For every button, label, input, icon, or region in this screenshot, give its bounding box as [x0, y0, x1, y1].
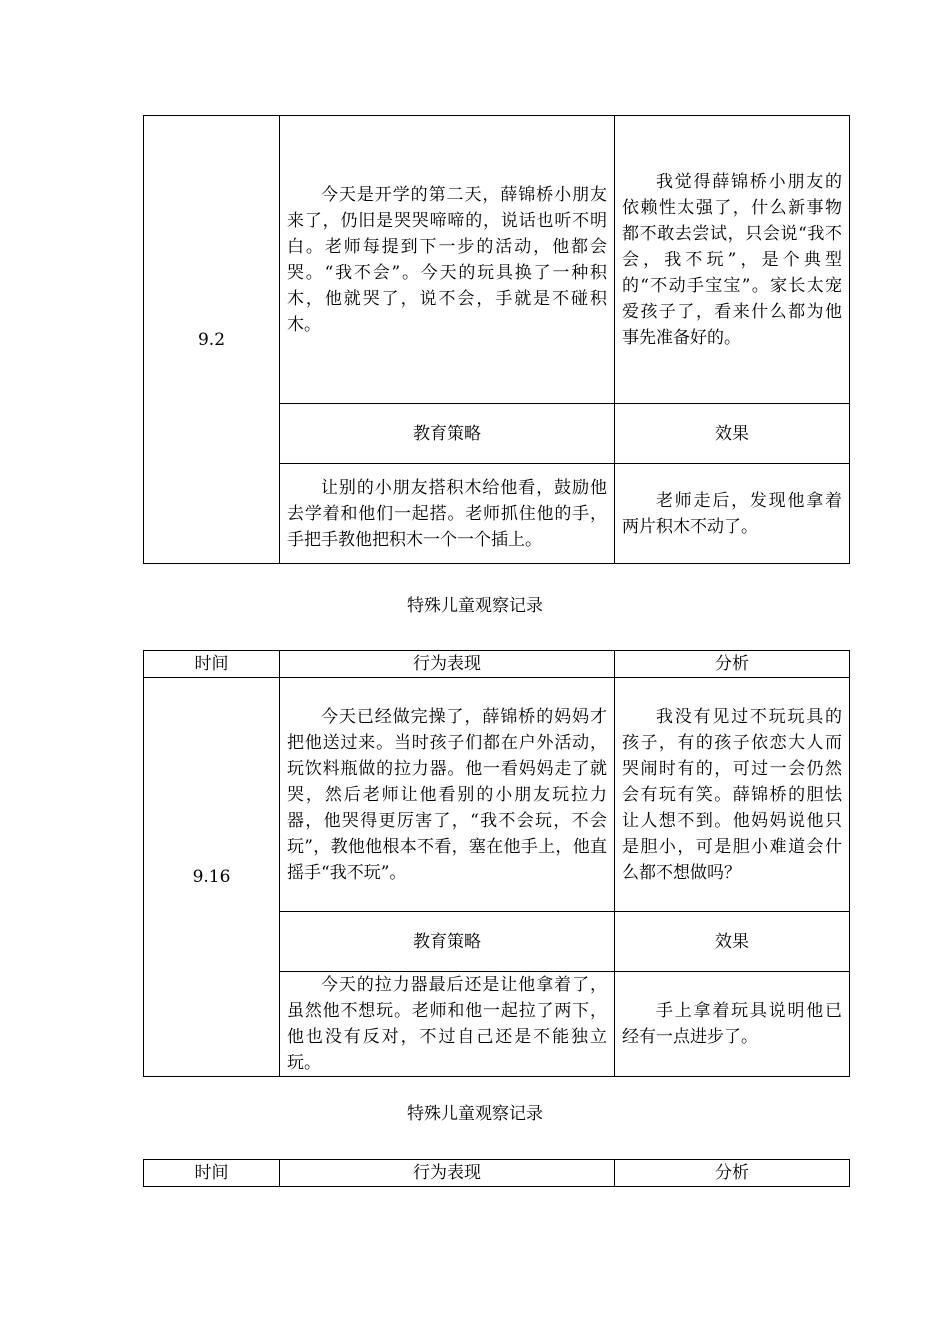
analysis-cell: [615, 678, 850, 912]
header-behavior: 行为表现: [280, 1160, 615, 1187]
observation-table-1: [143, 115, 850, 564]
effect-cell: [615, 972, 850, 1077]
analysis-cell: [615, 116, 850, 404]
header-time: 时间: [144, 651, 280, 678]
strategy-header: 教育策略: [280, 404, 615, 464]
strategy-cell: [280, 972, 615, 1077]
effect-header: 效果: [615, 404, 850, 464]
observation-table-3: [143, 1159, 850, 1187]
strategy-text: 今天的拉力器最后还是让他拿着了，虽然他不想玩。老师和他一起拉了两下，他也没有反对，不过自己还是不能独立玩。: [287, 975, 607, 1073]
date-cell: 9.2: [144, 116, 280, 564]
analysis-text: 我没有见过不玩玩具的孩子，有的孩子依恋大人而哭闹时有的，可过一会仍然会有玩有笑。薛锦桥的胆怯让人想不到。他妈妈说他只是胆小，可是胆小难道会什么都不想做吗？: [622, 706, 842, 883]
section-title-3: 特殊儿童观察记录: [407, 1104, 543, 1124]
behavior-text: 今天已经做完操了，薛锦桥的妈妈才把他送过来。当时孩子们都在户外活动，玩饮料瓶做的拉力器。他一看妈妈走了就哭，然后老师让他看别的小朋友玩拉力器，他哭得更厉害了，“我不会玩，不会玩”，教他他根本不看，塞在他手上，他直摇手“我不玩”。: [287, 706, 607, 883]
behavior-text: 今天是开学的第二天，薛锦桥小朋友来了，仍旧是哭哭啼啼的，说话也听不明白。老师每提到下一步的活动，他都会哭。“我不会”。今天的玩具换了一种积木，他就哭了，说不会，手就是不碰积木。: [287, 184, 607, 335]
section-title-2: 特殊儿童观察记录: [407, 596, 543, 616]
header-analysis: 分析: [615, 651, 850, 678]
behavior-cell: [280, 678, 615, 912]
strategy-header: 教育策略: [280, 912, 615, 972]
behavior-cell: [280, 116, 615, 404]
effect-text: 老师走后，发现他拿着两片积木不动了。: [622, 490, 842, 537]
date-cell: 9.16: [144, 678, 280, 1077]
analysis-text: 我觉得薛锦桥小朋友的依赖性太强了，什么新事物都不敢去尝试，只会说“我不会，我不玩”，是个典型的“不动手宝宝”。家长太宠爱孩子了，看来什么都为他事先准备好的。: [622, 171, 842, 348]
header-time: 时间: [144, 1160, 280, 1187]
effect-text: 手上拿着玩具说明他已经有一点进步了。: [622, 1001, 842, 1047]
observation-table-2: [143, 650, 850, 1077]
header-analysis: 分析: [615, 1160, 850, 1187]
header-behavior: 行为表现: [280, 651, 615, 678]
effect-cell: [615, 464, 850, 564]
strategy-cell: [280, 464, 615, 564]
effect-header: 效果: [615, 912, 850, 972]
strategy-text: 让别的小朋友搭积木给他看，鼓励他去学着和他们一起搭。老师抓住他的手，手把手教他把积木一个一个插上。: [287, 477, 607, 550]
